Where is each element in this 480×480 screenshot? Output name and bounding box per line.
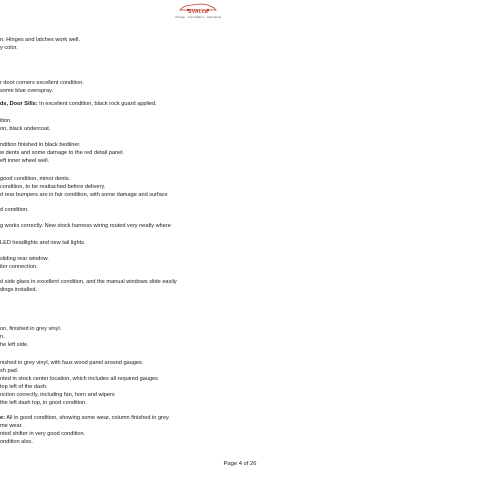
field-text: nction correctly, including fan, horn and wipers [0, 392, 115, 398]
left-text-line [0, 360, 143, 368]
left-text-line [0, 184, 105, 192]
field-text: me wear. [0, 423, 23, 429]
left-text-line [0, 439, 33, 447]
left-text-line [0, 101, 157, 109]
left-text-line [0, 223, 171, 231]
left-text-line [0, 176, 70, 184]
left-text-line [0, 326, 61, 334]
field-text: some blue overspray. [0, 88, 54, 94]
field-text: LED headlights and new tail lights. [0, 240, 86, 246]
left-text-line [0, 264, 38, 272]
left-text-line [0, 392, 115, 400]
field-text: n. [0, 334, 5, 340]
left-text-line [0, 368, 18, 376]
left-text-line [0, 150, 124, 158]
left-text-line [0, 287, 37, 295]
page-number: Page 4 of 26 [223, 461, 257, 467]
left-text-line [0, 334, 5, 342]
left-text-line [0, 240, 86, 248]
field-text: d rear bumpers are in fair condition, with some damage and surface [0, 192, 168, 198]
left-text-line [0, 192, 168, 200]
field-text: good condition, minor dents. [0, 176, 71, 182]
logo-tagline: Vintage · Consultation · Appraising [174, 15, 222, 19]
left-text-line [0, 207, 29, 215]
left-text-line [0, 80, 84, 88]
field-text: sh pad. [0, 368, 19, 374]
field-text: nished in grey vinyl, with faux wood panel around gauges. [0, 360, 144, 366]
field-text: on, black undercoat. [0, 126, 51, 132]
left-text-line [0, 126, 50, 134]
field-text: ition. [0, 118, 12, 124]
left-text-line [0, 376, 158, 384]
field-text: All in good condition, showing some wear, column finished in grey. [4, 415, 170, 421]
logo-name: SVAI.ca [188, 9, 208, 15]
field-text: nted shifter in very good condition. [0, 431, 86, 437]
field-text: top left of the dash. [0, 384, 48, 390]
field-label: e: [0, 415, 5, 421]
field-text: dings installed. [0, 287, 38, 293]
left-text-line [0, 279, 177, 287]
company-logo [174, 2, 222, 24]
left-text-line [0, 415, 170, 423]
left-text-line [0, 37, 80, 45]
left-text-line [0, 158, 49, 166]
field-text: he left side. [0, 342, 29, 348]
field-text: ondition also. [0, 439, 33, 445]
field-text: on, finished in grey vinyl. [0, 326, 62, 332]
field-text: ndition finished in black bedliner. [0, 142, 81, 148]
field-text: y color. [0, 45, 18, 51]
field-text: d condition. [0, 207, 29, 213]
left-text-line [0, 400, 87, 408]
left-text-line [0, 431, 85, 439]
field-text: sliding rear window. [0, 256, 49, 262]
field-text: eft inner wheel well. [0, 158, 50, 164]
field-text: condition, to be reattached before delivery. [0, 184, 106, 190]
left-text-line [0, 45, 18, 53]
field-text: n. Hinges and latches work well. [0, 37, 80, 43]
field-label: ds, Door Sills: [0, 101, 38, 107]
field-text: the left dash top, in good condition. [0, 400, 87, 406]
left-text-line [0, 118, 12, 126]
field-text: r door corners excellent condition. [0, 80, 84, 86]
field-text: iler connection. [0, 264, 38, 270]
field-text: w dents and some damage to the red detail panel. [0, 150, 125, 156]
field-text: nted in stock center location, which includes all required gauges [0, 376, 158, 382]
left-text-line [0, 256, 49, 264]
left-text-line [0, 423, 23, 431]
field-text: d side glass in excellent condition, and the manual windows slide easily [0, 279, 177, 285]
field-text: In excellent condition, black rock guard applied. [37, 101, 157, 107]
left-text-line [0, 88, 53, 96]
left-text-line [0, 384, 48, 392]
left-text-line [0, 342, 29, 350]
field-text: g works correctly. New stock harness wiring routed very neatly where [0, 223, 171, 229]
left-text-line [0, 142, 81, 150]
